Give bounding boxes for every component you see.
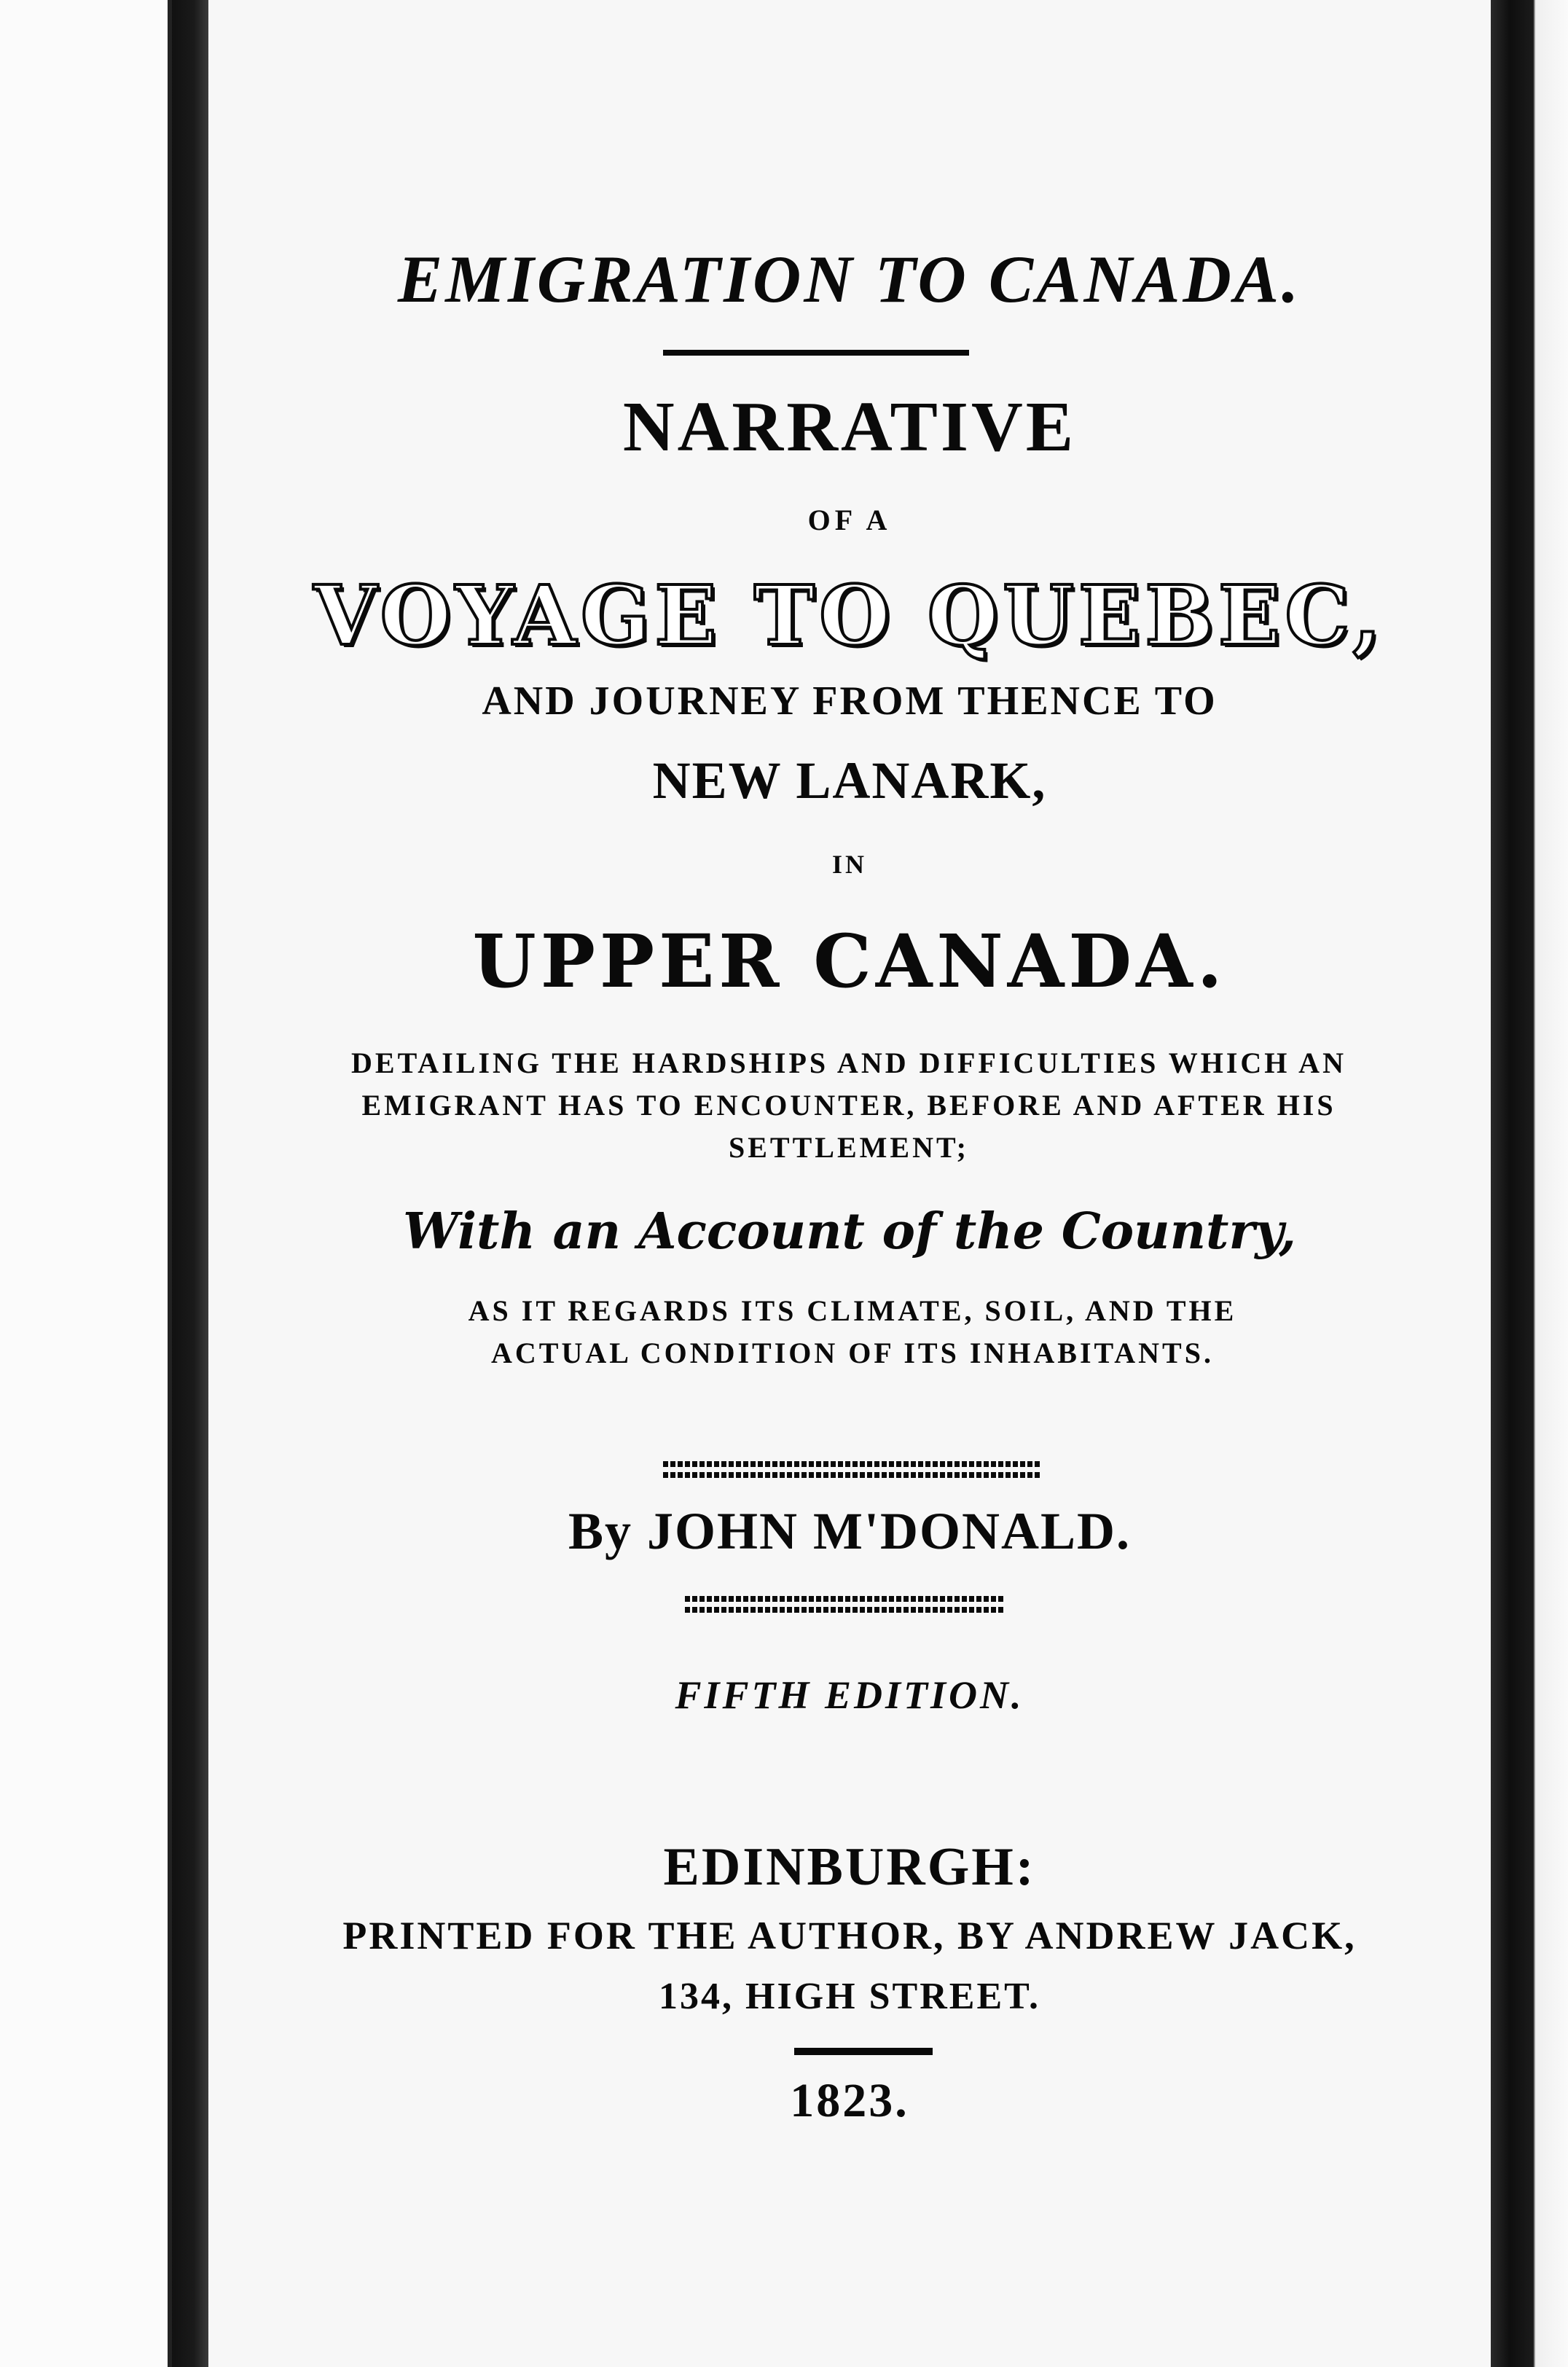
edition-line: FIFTH EDITION. [675, 1673, 1024, 1717]
series-title: EMIGRATION TO CANADA. [397, 242, 1302, 316]
imprint-city: EDINBURGH: [663, 1837, 1036, 1897]
new-lanark-line: NEW LANARK, [652, 751, 1047, 810]
imprint-year: 1823. [790, 2074, 909, 2127]
ornamental-rule [663, 1472, 1042, 1478]
imprint-printer: PRINTED FOR THE AUTHOR, BY ANDREW JACK, [342, 1914, 1357, 1957]
author-line: By JOHN M'DONALD. [568, 1502, 1131, 1560]
binding-gutter [172, 0, 208, 2367]
journey-line: AND JOURNEY FROM THENCE TO [482, 678, 1218, 724]
ornamental-rule [685, 1596, 1006, 1602]
right-page-edge [1491, 0, 1568, 2367]
climate-paragraph: AS IT REGARDS ITS CLIMATE, SOIL, AND THE ACTUAL CONDITION OF ITS INHABITANTS. [468, 1294, 1237, 1369]
upper-canada-heading: UPPER CANADA. [472, 918, 1227, 1004]
ornamental-rule [685, 1607, 1006, 1613]
voyage-heading: VOYAGE TO QUEBEC, [313, 568, 1386, 664]
of-a-line: OF A [807, 504, 892, 536]
detailing-paragraph: DETAILING THE HARDSHIPS AND DIFFICULTIES WHICH AN EMIGRANT HAS TO ENCOUNTER, BEFORE AND AFTER HIS SETTLEMENT; [351, 1046, 1346, 1164]
ornamental-rule [663, 1461, 1042, 1467]
narrative-heading: NARRATIVE [622, 388, 1077, 466]
imprint-address: 134, HIGH STREET. [659, 1976, 1040, 2017]
account-line: With an Account of the Country, [403, 1202, 1296, 1261]
title-rule [663, 350, 969, 356]
in-line: IN [831, 850, 867, 879]
left-page-edge [0, 0, 172, 2367]
imprint-rule [794, 2048, 933, 2055]
